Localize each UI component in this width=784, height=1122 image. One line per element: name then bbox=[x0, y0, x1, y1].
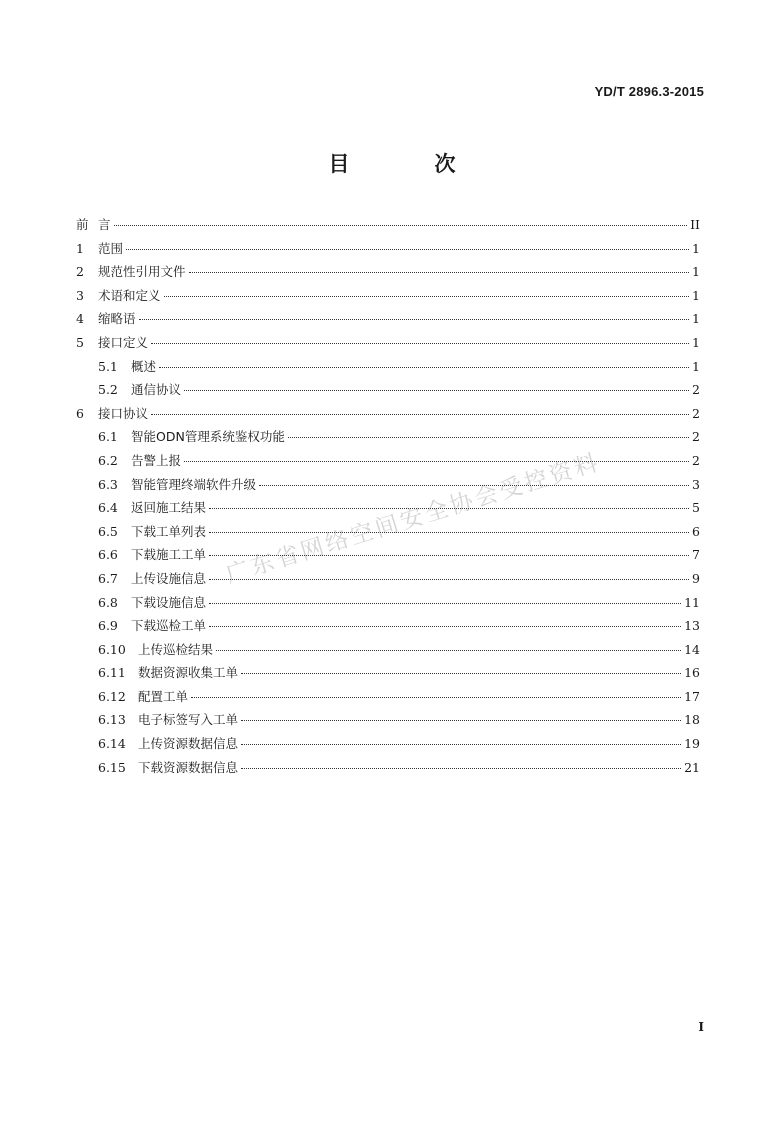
toc-entry-label: 缩略语 bbox=[98, 311, 136, 327]
toc-leader-dots bbox=[209, 555, 689, 556]
toc-entry-number: 6.10 bbox=[98, 641, 126, 657]
toc-leader-dots bbox=[209, 508, 689, 509]
toc-entry[interactable] bbox=[76, 593, 700, 617]
toc-entry-page: 11 bbox=[684, 594, 700, 610]
toc-entry-label: 术语和定义 bbox=[98, 287, 161, 303]
watermark: 广东省网络空间安全协会受控资料 bbox=[222, 449, 604, 589]
toc-entry[interactable] bbox=[76, 616, 700, 640]
toc-leader-dots bbox=[114, 225, 688, 226]
toc-entry-number: 6.11 bbox=[98, 665, 126, 681]
toc-entry-label: 下载设施信息 bbox=[131, 594, 207, 610]
toc-entry-label: 下载巡检工单 bbox=[131, 618, 207, 634]
toc-entry-label: 上传资源数据信息 bbox=[138, 736, 239, 752]
toc-entry-page: 6 bbox=[692, 523, 700, 539]
toc-entry-page: II bbox=[690, 217, 700, 232]
toc-entry[interactable] bbox=[76, 734, 700, 758]
toc-entry-number: 5 bbox=[76, 334, 84, 350]
page-number: I bbox=[698, 1020, 704, 1034]
toc-entry-label: 接口协议 bbox=[98, 405, 149, 421]
toc-entry[interactable] bbox=[76, 357, 700, 381]
toc-entry-number: 6.8 bbox=[98, 594, 118, 610]
toc-leader-dots bbox=[216, 650, 681, 651]
toc-entry-label: 下载工单列表 bbox=[131, 523, 207, 539]
document-code: YD/T 2896.3-2015 bbox=[594, 84, 704, 99]
toc-entry-label: 下载施工工单 bbox=[131, 547, 207, 563]
toc-entry[interactable] bbox=[76, 404, 700, 428]
toc-entry-page: 2 bbox=[692, 429, 700, 445]
toc-entry-page: 3 bbox=[692, 476, 700, 492]
toc-entry-page: 9 bbox=[692, 570, 700, 586]
toc-entry[interactable] bbox=[76, 522, 700, 546]
toc-entry[interactable] bbox=[76, 286, 700, 310]
toc-entry[interactable] bbox=[76, 427, 700, 451]
toc-leader-dots bbox=[189, 272, 689, 273]
toc-entry-number: 6.1 bbox=[98, 429, 118, 445]
toc-leader-dots bbox=[184, 461, 689, 462]
toc-entry-page: 14 bbox=[684, 641, 700, 657]
toc-entry-number: 6.9 bbox=[98, 618, 118, 634]
toc-leader-dots bbox=[209, 603, 681, 604]
toc-entry-number: 6.6 bbox=[98, 547, 118, 563]
toc-entry-page: 16 bbox=[684, 665, 700, 681]
toc-entry-number: 2 bbox=[76, 264, 84, 280]
toc-entry-label: 通信协议 bbox=[131, 382, 182, 398]
toc-entry-page: 2 bbox=[692, 405, 700, 421]
toc-entry[interactable] bbox=[76, 569, 700, 593]
toc-leader-dots bbox=[151, 343, 689, 344]
toc-entry[interactable] bbox=[76, 545, 700, 569]
toc-leader-dots bbox=[241, 768, 681, 769]
toc-entry[interactable] bbox=[76, 758, 700, 782]
toc-entry-number: 5.1 bbox=[98, 358, 118, 374]
toc-entry-page: 2 bbox=[692, 452, 700, 468]
toc-entry-number: 6.15 bbox=[98, 759, 126, 775]
toc-entry-number: 1 bbox=[76, 240, 84, 256]
toc-leader-dots bbox=[126, 249, 689, 250]
toc-entry-label: 言 bbox=[98, 217, 111, 232]
toc-entry-number: 3 bbox=[76, 287, 84, 303]
table-of-contents bbox=[76, 215, 700, 781]
toc-entry-number: 6.2 bbox=[98, 452, 118, 468]
toc-entry-number: 6.5 bbox=[98, 523, 118, 539]
toc-entry-number: 6.4 bbox=[98, 500, 118, 516]
toc-entry[interactable] bbox=[76, 640, 700, 664]
toc-entry-page: 1 bbox=[692, 264, 700, 280]
toc-entry-label: 告警上报 bbox=[131, 452, 182, 468]
toc-entry-number: 6.13 bbox=[98, 712, 126, 728]
toc-leader-dots bbox=[259, 485, 689, 486]
toc-leader-dots bbox=[209, 532, 689, 533]
toc-entry-label: 规范性引用文件 bbox=[98, 264, 186, 280]
toc-entry[interactable] bbox=[76, 309, 700, 333]
toc-entry-label: 范围 bbox=[98, 240, 124, 256]
toc-leader-dots bbox=[184, 390, 689, 391]
toc-entry-number: 6.12 bbox=[98, 688, 126, 704]
toc-entry-page: 1 bbox=[692, 358, 700, 374]
toc-entry-label: 配置工单 bbox=[138, 688, 189, 704]
toc-entry-number: 前 bbox=[76, 217, 89, 232]
toc-leader-dots bbox=[241, 744, 681, 745]
toc-leader-dots bbox=[159, 367, 689, 368]
toc-entry[interactable] bbox=[76, 687, 700, 711]
toc-entry-page: 21 bbox=[684, 759, 700, 775]
toc-entry-label: 上传设施信息 bbox=[131, 570, 207, 586]
toc-entry-number: 5.2 bbox=[98, 382, 118, 398]
toc-entry-number: 6.14 bbox=[98, 736, 126, 752]
toc-entry[interactable] bbox=[76, 663, 700, 687]
toc-entry-number: 6.7 bbox=[98, 570, 118, 586]
toc-entry-page: 1 bbox=[692, 311, 700, 327]
toc-leader-dots bbox=[151, 414, 689, 415]
toc-leader-dots bbox=[209, 579, 689, 580]
toc-entry[interactable] bbox=[76, 710, 700, 734]
toc-entry[interactable] bbox=[76, 239, 700, 263]
toc-entry-label: 上传巡检结果 bbox=[138, 641, 214, 657]
toc-entry-number: 6.3 bbox=[98, 476, 118, 492]
toc-entry-label: 智能管理终端软件升级 bbox=[131, 476, 257, 492]
toc-entry[interactable] bbox=[76, 215, 700, 239]
page-title: 目 次 bbox=[328, 152, 488, 176]
toc-leader-dots bbox=[241, 720, 681, 721]
toc-entry-label: 返回施工结果 bbox=[131, 500, 207, 516]
toc-entry[interactable] bbox=[76, 333, 700, 357]
toc-entry[interactable] bbox=[76, 262, 700, 286]
toc-entry-page: 5 bbox=[692, 500, 700, 516]
toc-leader-dots bbox=[191, 697, 681, 698]
toc-entry-page: 17 bbox=[684, 688, 700, 704]
toc-entry[interactable] bbox=[76, 498, 700, 522]
toc-entry-label: 智能ODN管理系统鉴权功能 bbox=[131, 429, 285, 445]
toc-entry-label: 数据资源收集工单 bbox=[138, 665, 239, 681]
toc-entry-page: 13 bbox=[684, 618, 700, 634]
toc-entry-label: 概述 bbox=[131, 358, 157, 374]
toc-entry[interactable] bbox=[76, 475, 700, 499]
toc-entry[interactable] bbox=[76, 451, 700, 475]
toc-entry-page: 18 bbox=[684, 712, 700, 728]
toc-entry-number: 4 bbox=[76, 311, 84, 327]
toc-leader-dots bbox=[241, 673, 681, 674]
toc-entry-label: 电子标签写入工单 bbox=[138, 712, 239, 728]
toc-entry-page: 1 bbox=[692, 287, 700, 303]
toc-leader-dots bbox=[139, 319, 689, 320]
toc-entry-page: 1 bbox=[692, 240, 700, 256]
toc-entry-page: 2 bbox=[692, 382, 700, 398]
toc-entry-page: 19 bbox=[684, 736, 700, 752]
toc-leader-dots bbox=[164, 296, 689, 297]
toc-entry-number: 6 bbox=[76, 405, 84, 421]
toc-entry-label: 接口定义 bbox=[98, 334, 149, 350]
toc-entry-label: 下载资源数据信息 bbox=[138, 759, 239, 775]
toc-leader-dots bbox=[288, 437, 689, 438]
toc-leader-dots bbox=[209, 626, 681, 627]
toc-entry[interactable] bbox=[76, 380, 700, 404]
toc-entry-page: 7 bbox=[692, 547, 700, 563]
toc-entry-page: 1 bbox=[692, 334, 700, 350]
